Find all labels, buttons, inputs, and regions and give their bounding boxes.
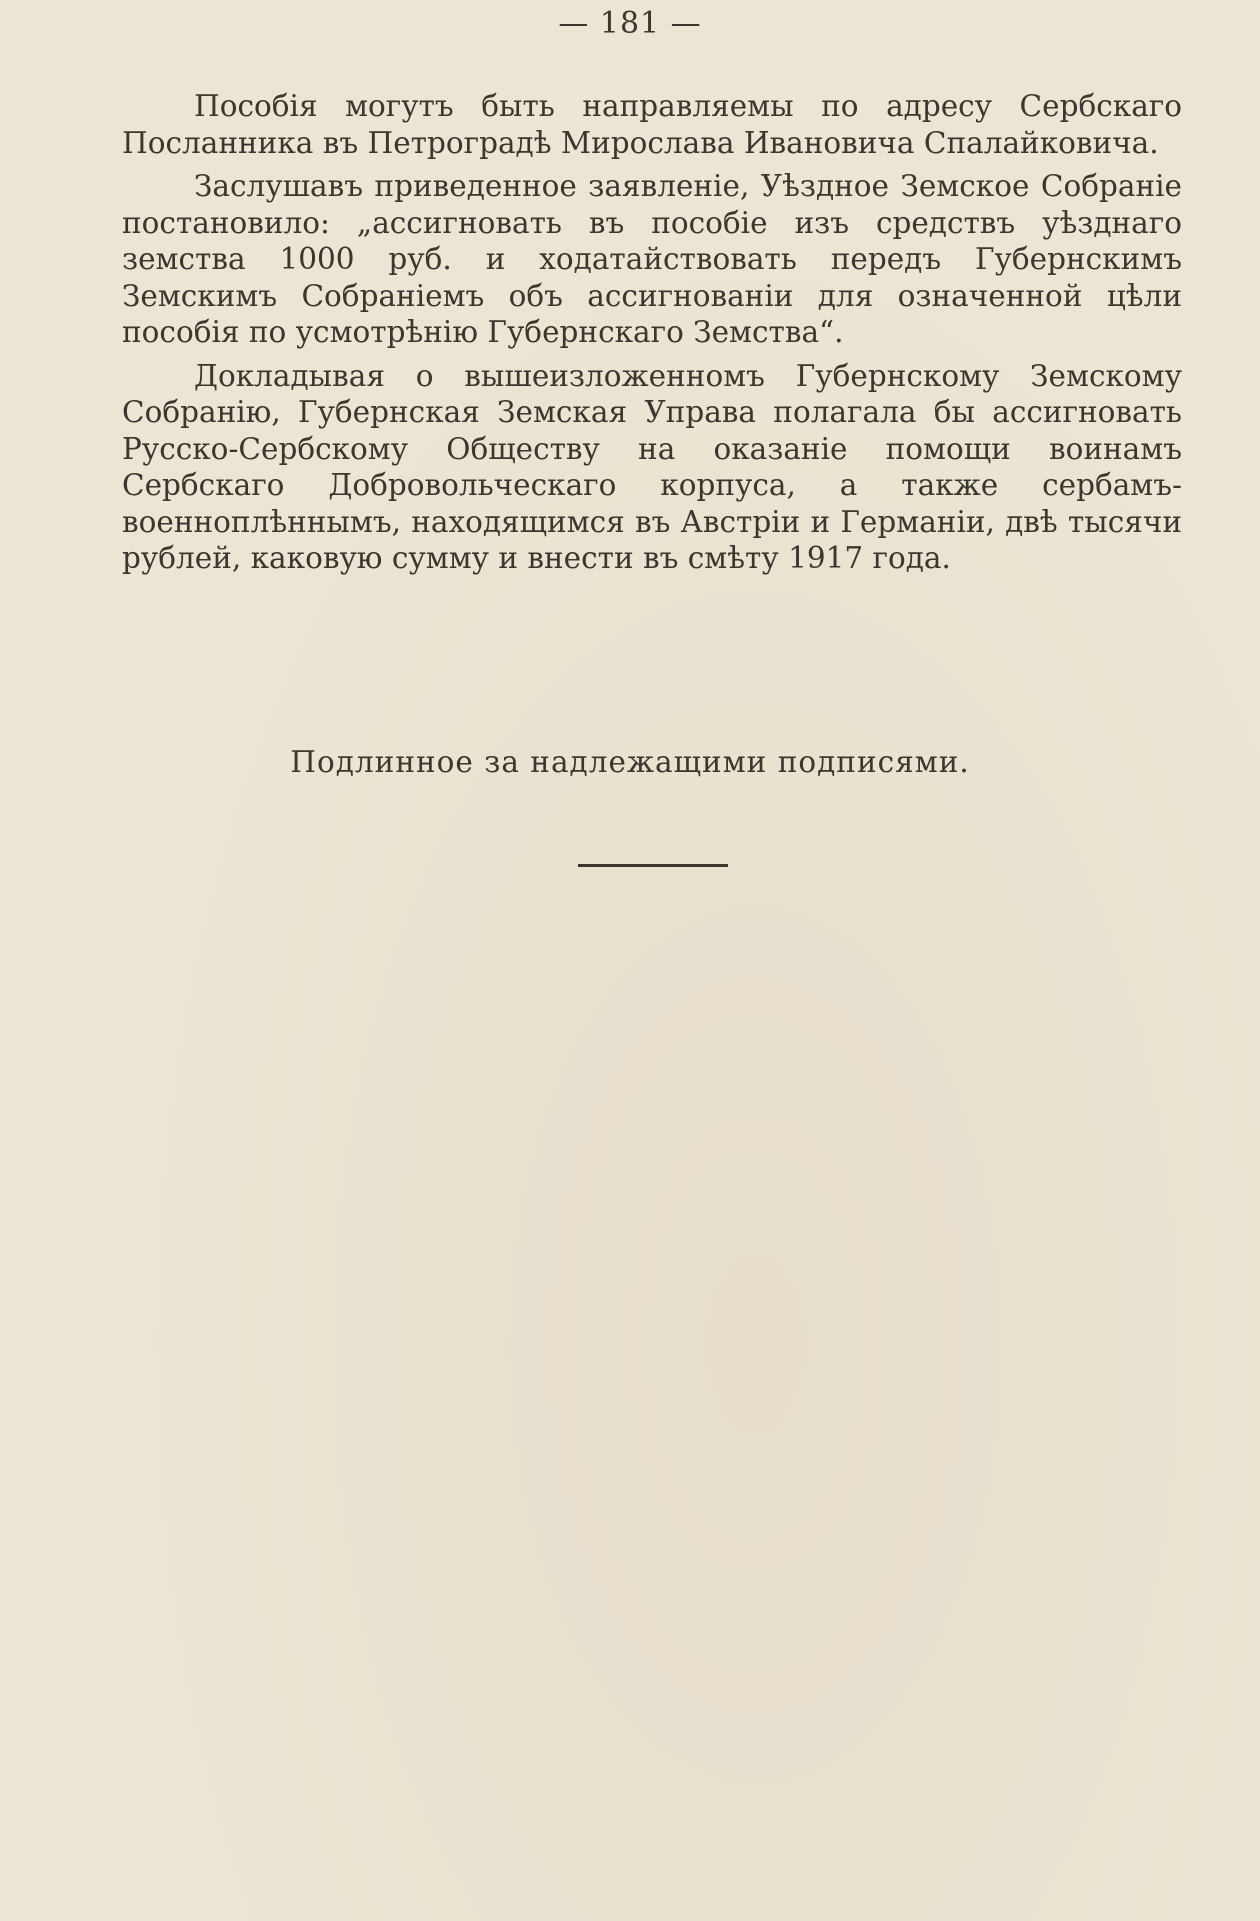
paragraph: Заслушавъ приведенное заявленіе, Уѣздное Земское Собраніе постановило: „ассигновать въ пособіе изъ средствъ уѣзднаго земства 1000 руб. и ходатайствовать передъ Губернскимъ Земскимъ Собраніемъ объ ассигнованіи для означенной цѣли пособія по усмотрѣнію Губернскаго Земства“. xyxy=(122,169,1182,349)
paragraph: Пособія могутъ быть направляемы по адресу Сербскаго Посланника въ Петроградѣ Мирослава Ивановича Спалайковича. xyxy=(122,89,1182,160)
paragraph: Докладывая о вышеизложенномъ Губернскому Земскому Собранію, Губернская Земская Управа полагала бы ассигновать Русско-Сербскому Обществу на оказаніе помощи воинамъ Сербскаго Добровольческаго корпуса, а также сербамъ-военноплѣннымъ, находящимся въ Австріи и Германіи, двѣ тысячи рублей, каковую сумму и внести въ смѣту 1917 года. xyxy=(122,358,1182,575)
signature-note: Подлинное за надлежащими подписями. xyxy=(290,745,970,779)
page-number: — 181 — xyxy=(558,6,702,41)
body-text xyxy=(122,88,1182,584)
closing-rule xyxy=(578,864,728,867)
